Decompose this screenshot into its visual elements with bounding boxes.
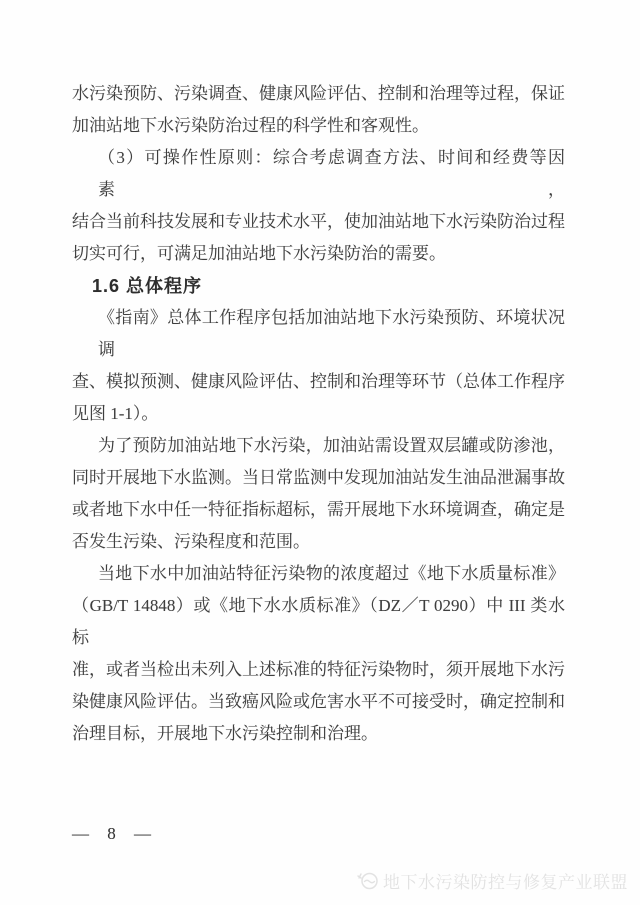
paragraph bbox=[72, 558, 565, 750]
text-line: 查、模拟预测、健康风险评估、控制和治理等环节（总体工作程序 bbox=[72, 372, 565, 391]
document-body bbox=[72, 78, 565, 750]
text-line: 或者地下水中任一特征指标超标，需开展地下水环境调查，确定是 bbox=[72, 500, 565, 519]
text-line: 为了预防加油站地下水污染，加油站需设置双层罐或防渗池， bbox=[98, 436, 565, 455]
text-line: （GB/T 14848）或《地下水水质标准》（DZ／T 0290）中 III 类水标 bbox=[72, 596, 565, 647]
paragraph bbox=[72, 302, 565, 430]
paragraph bbox=[72, 142, 565, 270]
watermark bbox=[355, 868, 628, 893]
watermark-text: 地下水污染防控与修复产业联盟 bbox=[383, 873, 628, 892]
alliance-logo-icon bbox=[355, 869, 379, 893]
paragraph bbox=[72, 78, 565, 142]
text-line: 同时开展地下水监测。当日常监测中发现加油站发生油品泄漏事故 bbox=[72, 468, 565, 487]
text-line: 水污染预防、污染调查、健康风险评估、控制和治理等过程，保证 bbox=[72, 84, 565, 103]
text-line: 染健康风险评估。当致癌风险或危害水平不可接受时，确定控制和 bbox=[72, 692, 565, 711]
text-line: 切实可行，可满足加油站地下水污染防治的需要。 bbox=[72, 244, 446, 263]
section-heading: 1.6 总体程序 bbox=[92, 276, 203, 296]
text-line: 否发生污染、污染程度和范围。 bbox=[72, 532, 310, 551]
text-line: 准，或者当检出未列入上述标准的特征污染物时，须开展地下水污 bbox=[72, 660, 565, 679]
text-line: （3）可操作性原则：综合考虑调查方法、时间和经费等因素， bbox=[98, 148, 565, 199]
text-line: 《指南》总体工作程序包括加油站地下水污染预防、环境状况调 bbox=[98, 308, 565, 359]
page-number: — 8 — bbox=[72, 824, 158, 843]
text-line: 当地下水中加油站特征污染物的浓度超过《地下水质量标准》 bbox=[98, 564, 565, 583]
text-line: 结合当前科技发展和专业技术水平，使加油站地下水污染防治过程 bbox=[72, 212, 565, 231]
paragraph bbox=[72, 430, 565, 558]
text-line: 加油站地下水污染防治过程的科学性和客观性。 bbox=[72, 116, 429, 135]
text-line: 治理目标，开展地下水污染控制和治理。 bbox=[72, 724, 378, 743]
text-line: 见图 1-1）。 bbox=[72, 404, 159, 423]
